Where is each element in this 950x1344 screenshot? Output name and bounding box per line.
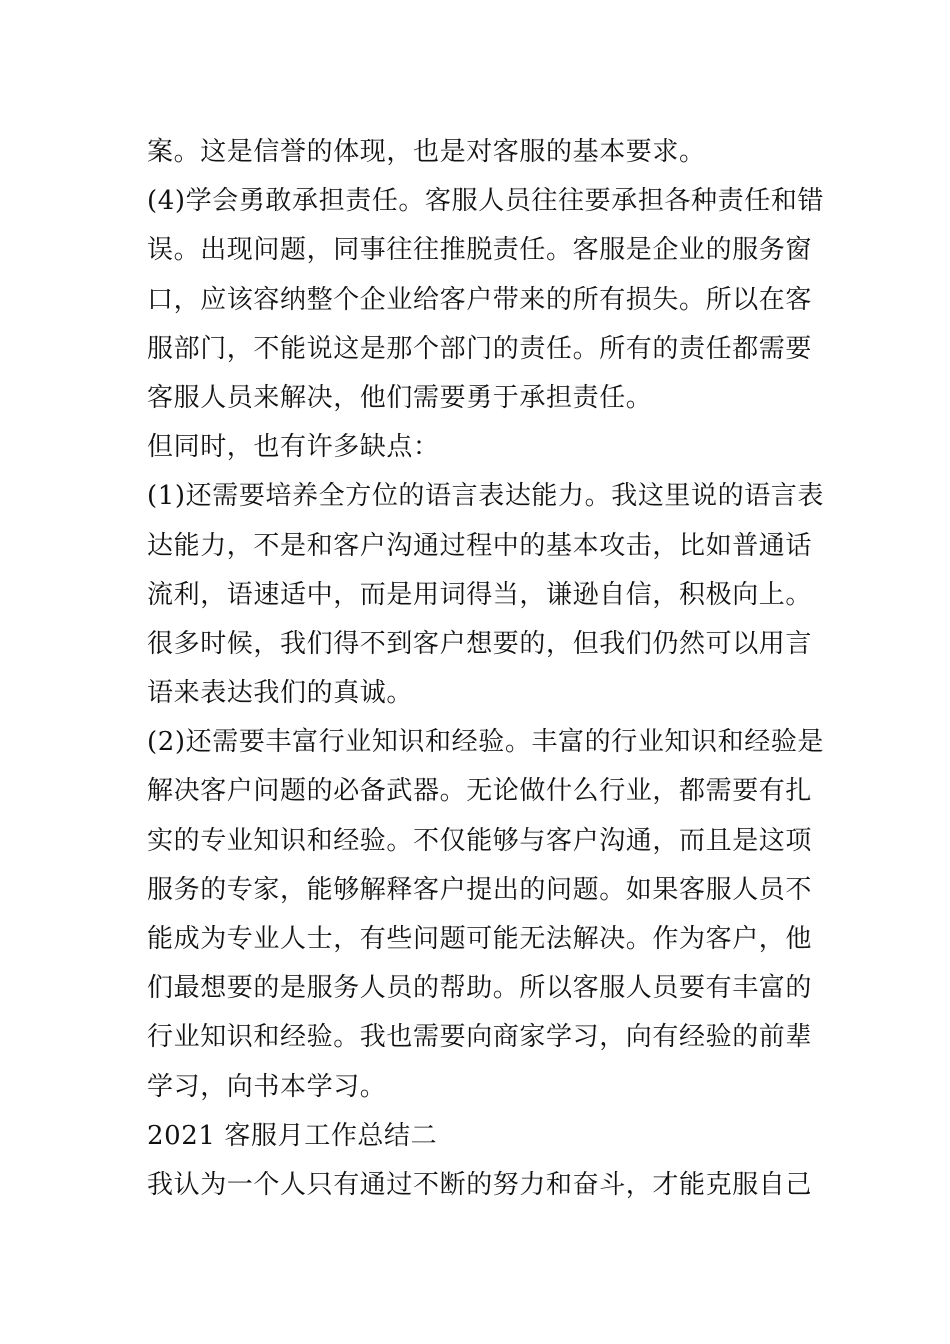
- text-line: 行业知识和经验。我也需要向商家学习，向有经验的前辈: [147, 1022, 813, 1053]
- text-line: 语来表达我们的真诚。: [147, 678, 414, 709]
- text-line: 解决客户问题的必备武器。无论做什么行业，都需要有扎: [147, 776, 813, 807]
- text-line: 能成为专业人士，有些问题可能无法解决。作为客户，他: [147, 924, 813, 954]
- text-line: 口，应该容纳整个企业给客户带来的所有损失。所以在客: [147, 284, 813, 315]
- text-line: 们最想要的是服务人员的帮助。所以客服人员要有丰富的: [147, 973, 813, 1004]
- document-body: [147, 128, 825, 1210]
- text-line: (2)还需要丰富行业知识和经验。丰富的行业知识和经验是: [147, 727, 825, 758]
- text-line: 误。出现问题，同事往往推脱责任。客服是企业的服务窗: [147, 235, 813, 266]
- text-line: 我认为一个人只有通过不断的努力和奋斗，才能克服自己: [147, 1169, 813, 1200]
- text-line: 服务的专家，能够解释客户提出的问题。如果客服人员不: [147, 874, 813, 905]
- text-line: 流利，语速适中，而是用词得当，谦逊自信，积极向上。: [147, 579, 813, 610]
- text-line: 很多时候，我们得不到客户想要的，但我们仍然可以用言: [147, 628, 813, 659]
- text-line: 达能力，不是和客户沟通过程中的基本攻击，比如普通话: [147, 530, 813, 561]
- text-line: 案。这是信誉的体现，也是对客服的基本要求。: [147, 137, 706, 167]
- text-line: 实的专业知识和经验。不仅能够与客户沟通，而且是这项: [147, 825, 813, 856]
- text-line: (4)学会勇敢承担责任。客服人员往往要承担各种责任和错: [147, 186, 825, 217]
- section-heading: 2021 客服月工作总结二: [147, 1120, 438, 1151]
- text-line: 客服人员来解决，他们需要勇于承担责任。: [147, 382, 653, 413]
- text-line: (1)还需要培养全方位的语言表达能力。我这里说的语言表: [147, 481, 825, 512]
- text-line: 但同时，也有许多缺点：: [147, 432, 440, 463]
- text-line: 服部门，不能说这是那个部门的责任。所有的责任都需要: [147, 333, 813, 364]
- text-line: 学习，向书本学习。: [147, 1071, 387, 1102]
